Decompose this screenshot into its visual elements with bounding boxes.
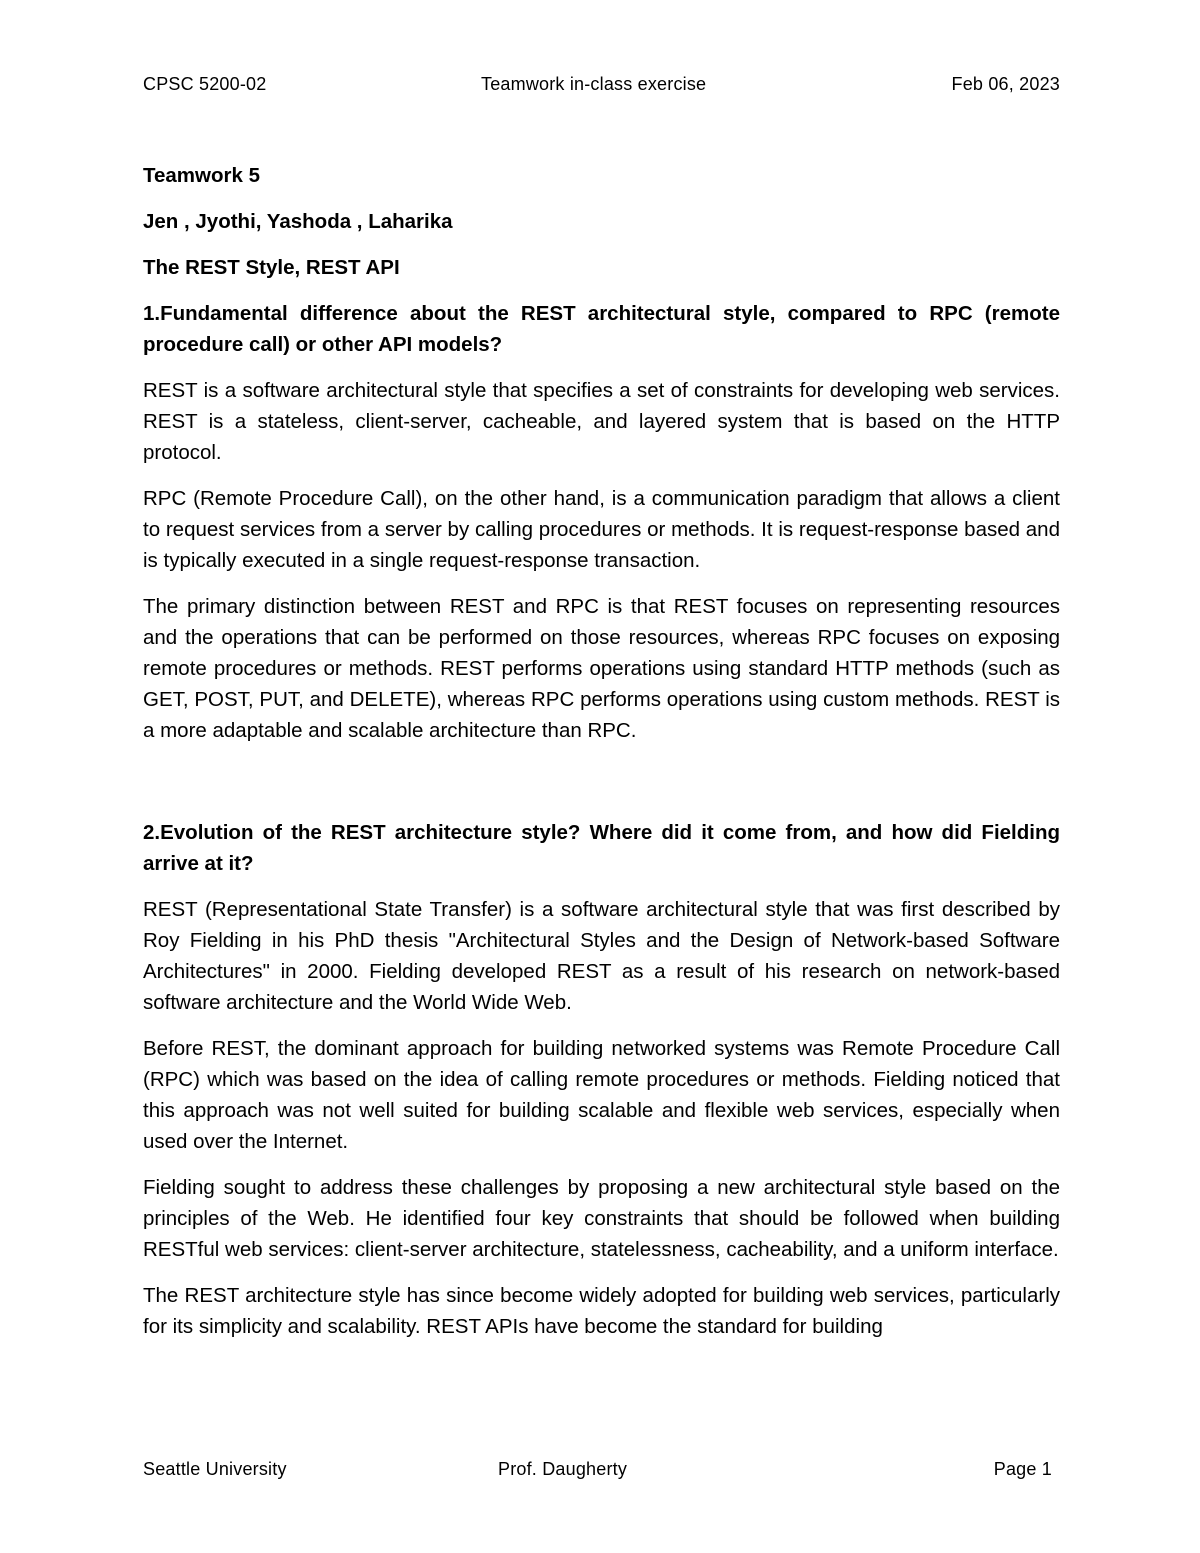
answer-2-paragraph-1: REST (Representational State Transfer) is a software architectural style that was first described by Roy Fielding in his PhD thesis "Architectural Styles and the Design of Network-based Software Architectures" in 2000. Fielding developed REST as a result of his research on network-based software architecture and the World Wide Web. bbox=[143, 898, 1060, 1014]
page-header bbox=[143, 74, 1060, 100]
header-course: CPSC 5200-02 bbox=[143, 74, 267, 94]
question-1: 1.Fundamental difference about the REST architectural style, compared to RPC (remote procedure call) or other API models? bbox=[143, 302, 1060, 356]
page-footer bbox=[143, 1459, 1060, 1485]
document-body bbox=[143, 160, 1060, 1357]
section-spacer bbox=[143, 761, 1060, 817]
question-2: 2.Evolution of the REST architecture style? Where did it come from, and how did Fielding arrive at it? bbox=[143, 821, 1060, 875]
footer-instructor: Prof. Daugherty bbox=[498, 1459, 628, 1479]
footer-organization: Seattle University bbox=[143, 1459, 287, 1479]
header-date: Feb 06, 2023 bbox=[951, 74, 1060, 94]
answer-2-paragraph-2: Before REST, the dominant approach for building networked systems was Remote Procedure Call (RPC) which was based on the idea of calling remote procedures or methods. Fielding noticed that this approach was not well suited for building scalable and flexible web services, especially when used over the Internet. bbox=[143, 1037, 1060, 1153]
answer-2-paragraph-3: Fielding sought to address these challenges by proposing a new architectural style based on the principles of the Web. He identified four key constraints that should be followed when building RESTful web services: client-server architecture, statelessness, cacheability, and a uniform interface. bbox=[143, 1176, 1060, 1261]
answer-1-paragraph-3: The primary distinction between REST and RPC is that REST focuses on representing resources and the operations that can be performed on those resources, whereas RPC focuses on exposing remote procedures or methods. REST performs operations using standard HTTP methods (such as GET, POST, PUT, and DELETE), whereas RPC performs operations using custom methods. REST is a more adaptable and scalable architecture than RPC. bbox=[143, 595, 1060, 742]
answer-2-paragraph-4: The REST architecture style has since become widely adopted for building web services, particularly for its simplicity and scalability. REST APIs have become the standard for building bbox=[143, 1284, 1060, 1338]
header-title: Teamwork in-class exercise bbox=[481, 74, 707, 94]
document-topic: The REST Style, REST API bbox=[143, 256, 400, 279]
answer-1-paragraph-1: REST is a software architectural style that specifies a set of constraints for developing web services. REST is a stateless, client-server, cacheable, and layered system that is based on the HTTP protocol. bbox=[143, 379, 1060, 464]
answer-1-paragraph-2: RPC (Remote Procedure Call), on the other hand, is a communication paradigm that allows a client to request services from a server by calling procedures or methods. It is request-response based and is typically executed in a single request-response transaction. bbox=[143, 487, 1060, 572]
footer-page-number: Page 1 bbox=[993, 1459, 1052, 1479]
team-members: Jen , Jyothi, Yashoda , Laharika bbox=[143, 210, 453, 233]
document-heading: Teamwork 5 bbox=[143, 164, 260, 187]
